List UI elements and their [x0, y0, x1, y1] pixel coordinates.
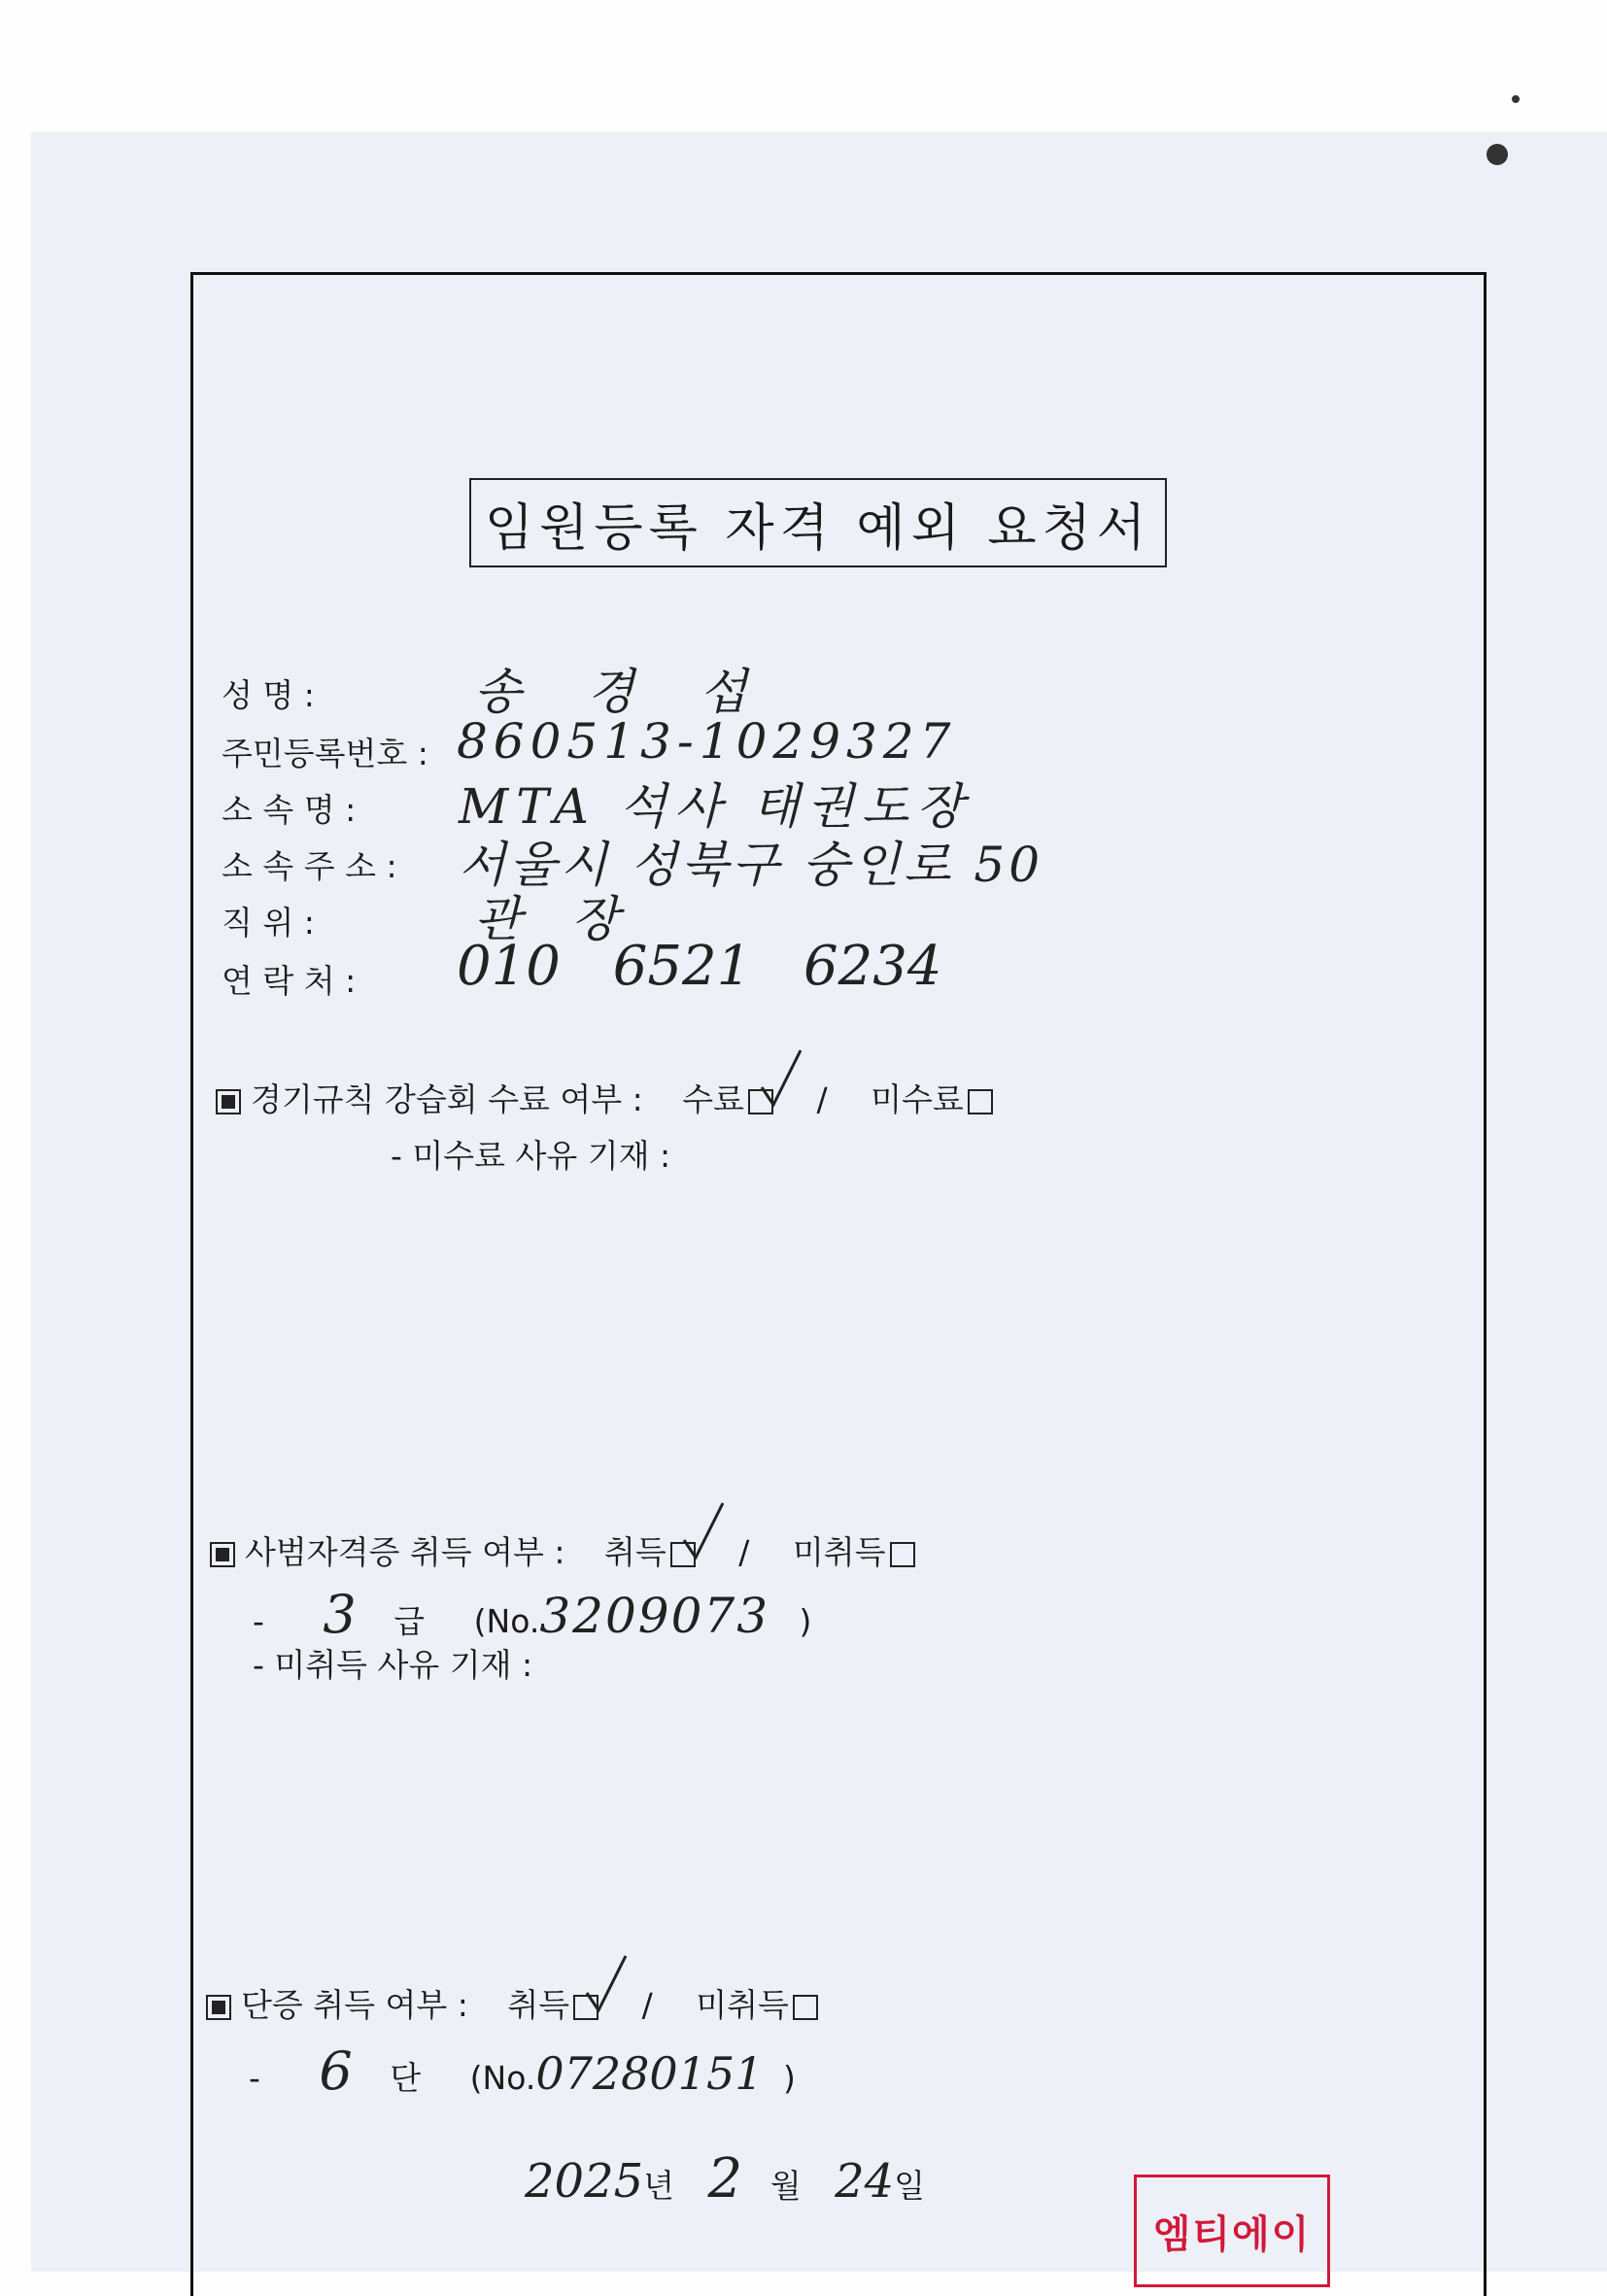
date-day-unit: 일	[894, 2167, 926, 2205]
section-label: 경기규칙 강습회 수료 여부 :	[251, 1080, 643, 1118]
dan-grade-value: 6	[319, 2040, 353, 2102]
license-number-value: 3209073	[539, 1588, 770, 1644]
ink-speck	[1512, 95, 1520, 103]
field-label: 성 명 :	[222, 676, 315, 714]
dan-number-close: )	[782, 2059, 796, 2097]
checkbox-not-acquired[interactable]	[890, 1542, 915, 1567]
dan-grade-unit: 단	[390, 2059, 422, 2097]
dan-number-prefix: (No.	[469, 2059, 536, 2097]
dash: -	[249, 2059, 260, 2097]
field-value: 송 경 섭	[474, 664, 772, 720]
document-title: 임원등록 자격 예외 요청서	[469, 478, 1167, 567]
checkbox-acquired[interactable]	[670, 1542, 696, 1567]
option-not-acquired-label: 미취득	[696, 1986, 789, 2024]
bullet-square-icon	[206, 1995, 231, 2020]
date-month-value: 2	[707, 2147, 743, 2210]
field-value: 010 6521 6234	[457, 935, 942, 998]
reason-not-acquired-label: - 미취득 사유 기재 :	[253, 1646, 533, 1684]
field-value: MTA 석사 태권도장	[459, 778, 972, 835]
dan-grade-line	[249, 2040, 796, 2102]
option-incomplete-label: 미수료	[871, 1080, 964, 1118]
date-day-value: 24	[835, 2154, 895, 2209]
field-label: 소 속 주 소 :	[222, 847, 397, 885]
section-label: 사범자격증 취득 여부 :	[245, 1533, 565, 1571]
license-grade-line	[253, 1584, 811, 1645]
option-acquired-label: 취득	[604, 1533, 667, 1571]
option-separator: /	[641, 1986, 653, 2024]
section-dan-certificate	[206, 1980, 818, 2026]
check-mark-icon	[680, 1501, 725, 1559]
field-value: 860513-1029327	[457, 713, 957, 770]
field-label: 연 락 처 :	[222, 962, 357, 1000]
date-month-unit: 월	[769, 2167, 802, 2205]
bullet-square-icon	[210, 1542, 235, 1567]
signature-date	[525, 2147, 925, 2210]
field-value: 서울시 성북구 숭인로 50	[459, 837, 1044, 893]
option-not-acquired-label: 미취득	[792, 1533, 886, 1571]
check-mark-icon	[758, 1048, 803, 1107]
option-separator: /	[738, 1533, 750, 1571]
date-year-value: 2025	[525, 2154, 644, 2209]
dash: -	[253, 1602, 264, 1640]
date-year-unit: 년	[643, 2167, 675, 2205]
checkbox-incomplete[interactable]	[968, 1089, 993, 1114]
dan-number-value: 07280151	[535, 2047, 764, 2100]
checkbox-acquired[interactable]	[573, 1995, 598, 2020]
section-instructor-license	[210, 1527, 915, 1573]
field-label: 주민등록번호 :	[222, 735, 428, 772]
option-complete-label: 수료	[682, 1080, 745, 1118]
license-number-close: )	[799, 1602, 812, 1640]
option-separator: /	[816, 1080, 828, 1118]
license-number-prefix: (No.	[473, 1602, 540, 1640]
official-seal-stamp	[1134, 2175, 1330, 2287]
reason-incomplete-label: - 미수료 사유 기재 :	[391, 1137, 671, 1175]
checkbox-not-acquired[interactable]	[793, 1995, 818, 2020]
section-label: 단증 취득 여부 :	[241, 1986, 468, 2024]
license-grade-value: 3	[323, 1584, 357, 1645]
seal-text: 엠티에이	[1152, 2211, 1312, 2257]
license-grade-unit: 급	[393, 1602, 426, 1640]
check-mark-icon	[583, 1954, 628, 2012]
bullet-square-icon	[216, 1089, 241, 1114]
field-value: 관 장	[474, 891, 636, 947]
checkbox-complete[interactable]	[748, 1089, 773, 1114]
field-label: 소 속 명 :	[222, 791, 357, 829]
option-acquired-label: 취득	[507, 1986, 570, 2024]
field-label: 직 위 :	[222, 904, 315, 942]
ink-speck	[1487, 144, 1508, 165]
section-course-completion	[216, 1075, 993, 1120]
